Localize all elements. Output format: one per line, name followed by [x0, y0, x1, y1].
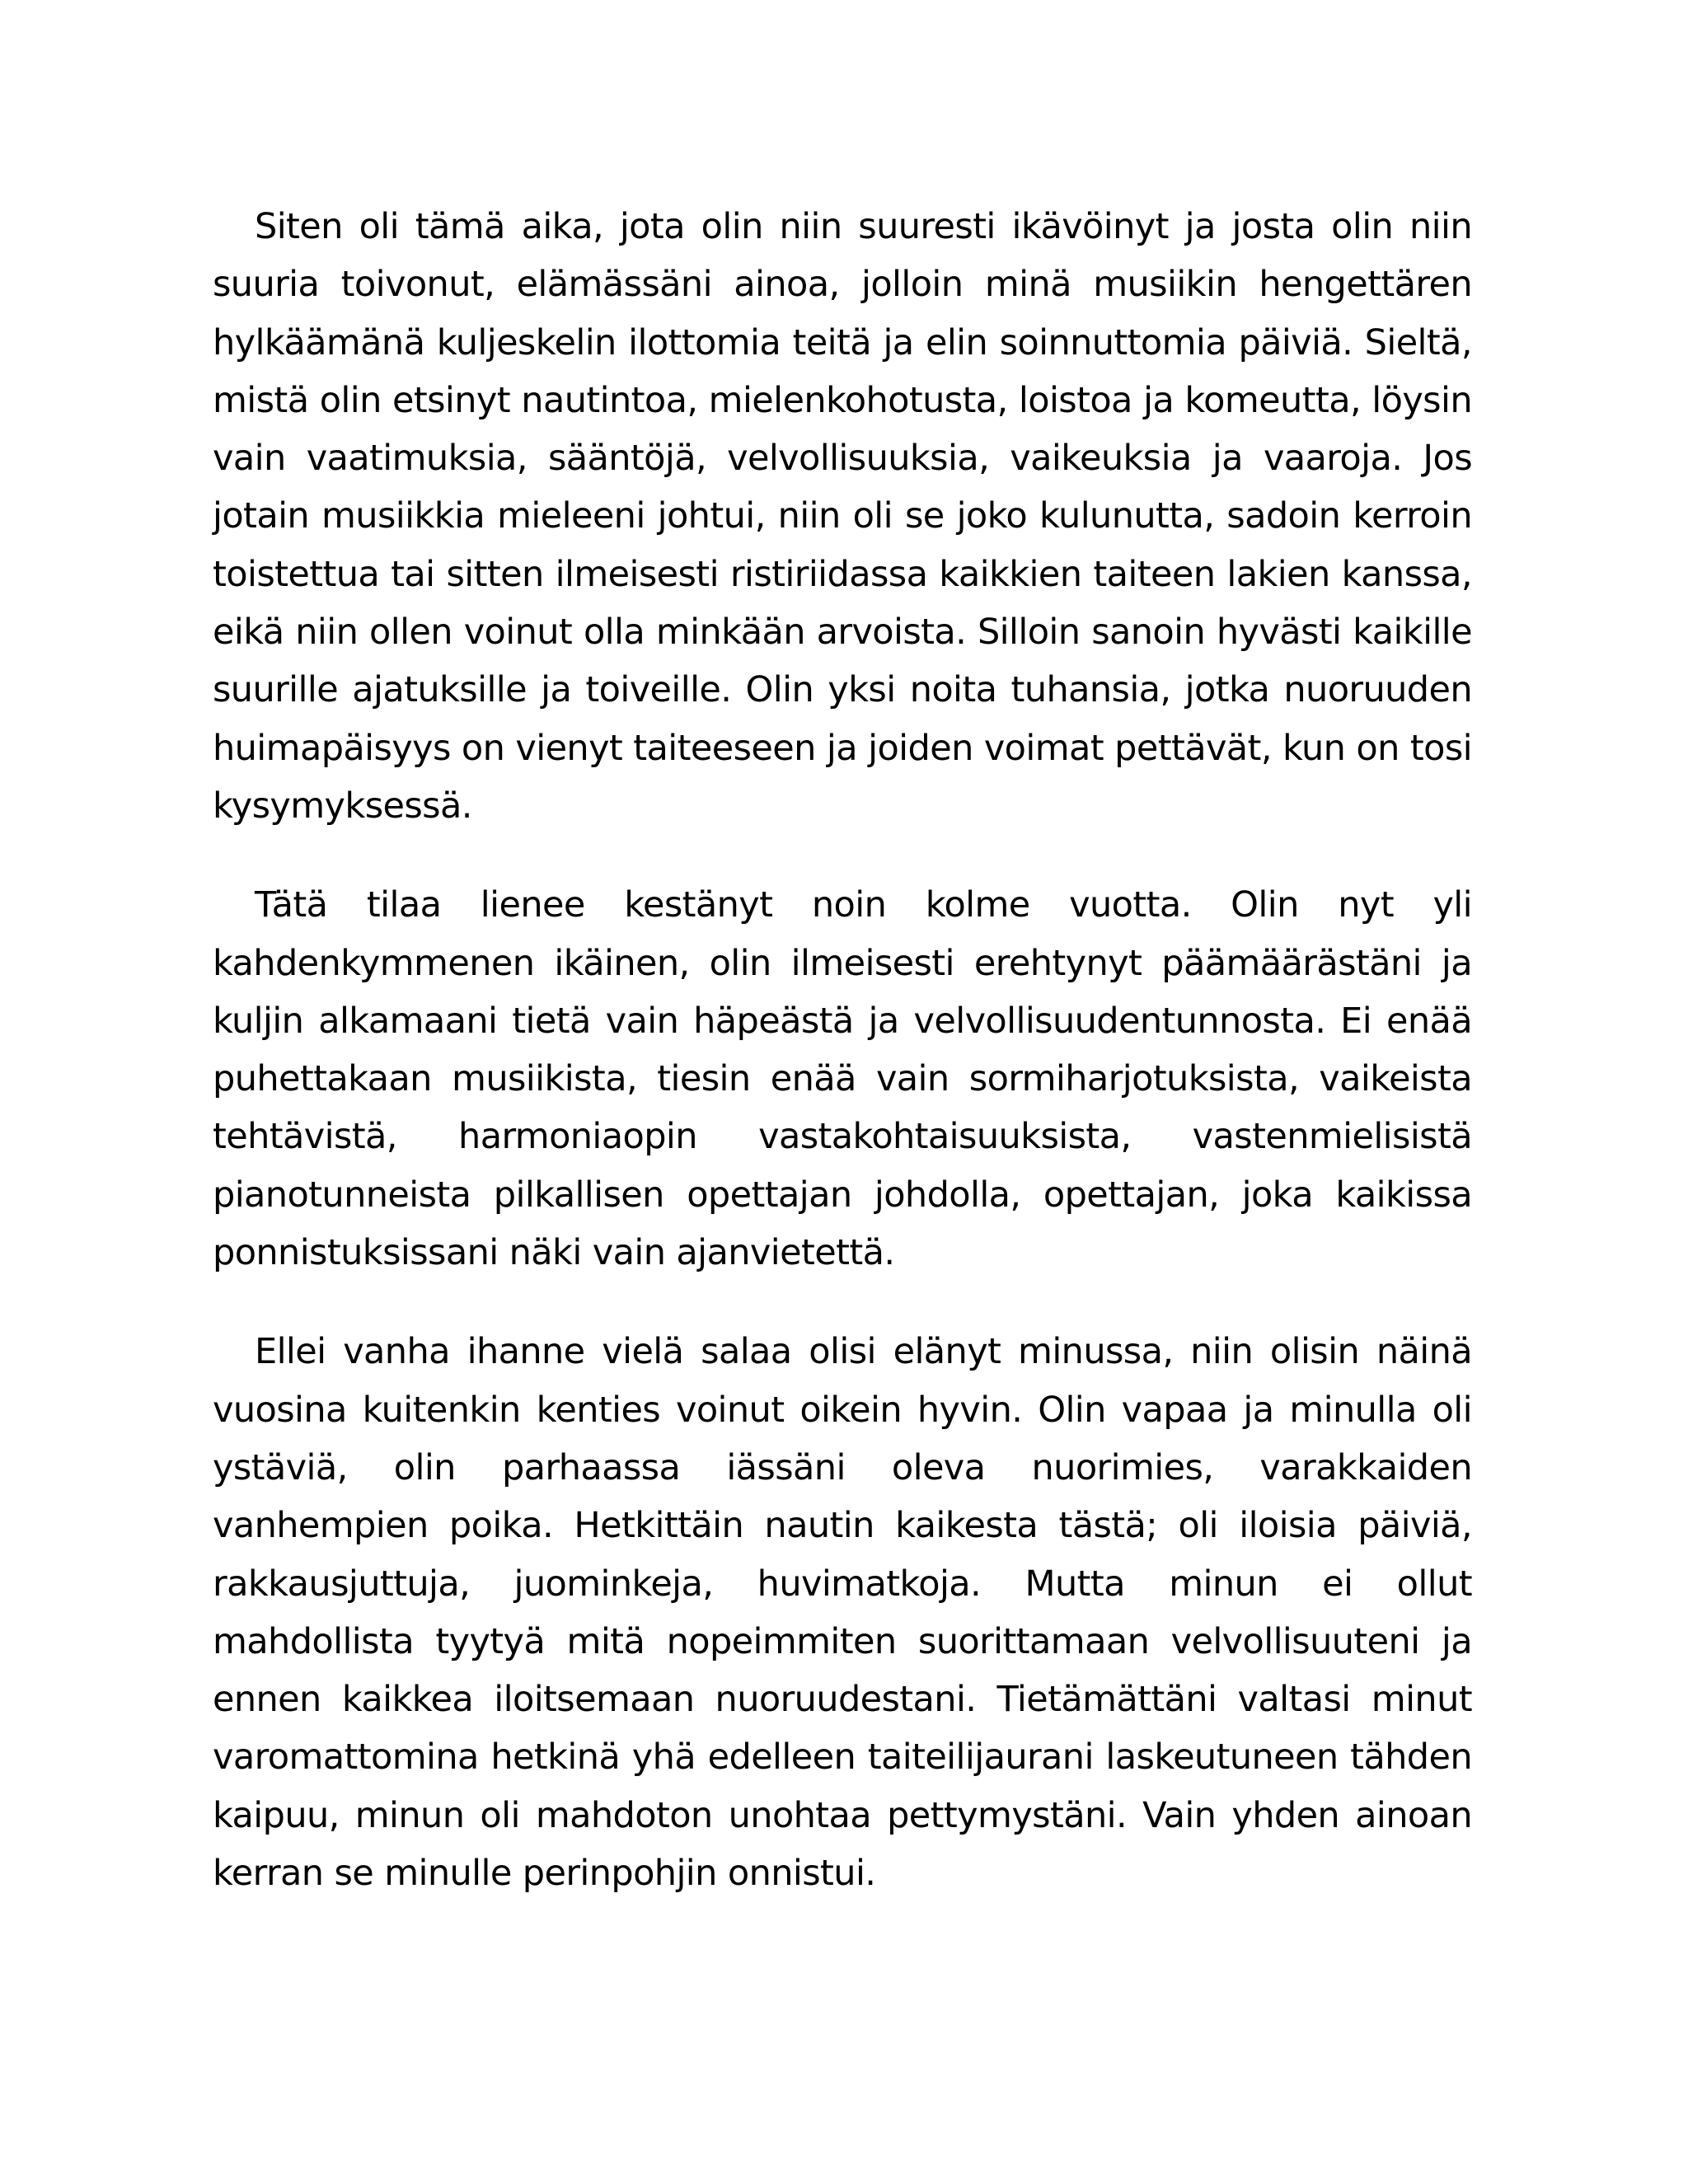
document-page [213, 198, 1472, 1902]
paragraph: Siten oli tämä aika, jota olin niin suuresti ikävöinyt ja josta olin niin suuria toivonut, elämässäni ainoa, jolloin minä musiikin hengettären hylkäämänä kuljeskelin ilottomia teitä ja elin soinnuttomia päiviä. Sieltä, mistä olin etsinyt nautintoa, mielenkohotusta, loistoa ja komeutta, löysin vain vaatimuksia, sääntöjä, velvollisuuksia, vaikeuksia ja vaaroja. Jos jotain musiikkia mieleeni johtui, niin oli se joko kulunutta, sadoin kerroin toistettua tai sitten ilmeisesti ristiriidassa kaikkien taiteen lakien kanssa, eikä niin ollen voinut olla minkään arvoista. Silloin sanoin hyvästi kaikille suurille ajatuksille ja toiveille. Olin yksi noita tuhansia, jotka nuoruuden huimapäisyys on vienyt taiteeseen ja joiden voimat pettävät, kun on tosi kysymyksessä. [213, 206, 1472, 827]
paragraph: Tätä tilaa lienee kestänyt noin kolme vuotta. Olin nyt yli kahdenkymmenen ikäinen, olin ilmeisesti erehtynyt päämäärästäni ja kuljin alkamaani tietä vain häpeästä ja velvollisuudentunnosta. Ei enää puhettakaan musiikista, tiesin enää vain sormiharjotuksista, vaikeista tehtävistä, harmoniaopin vastakohtaisuuksista, vastenmielisistä pianotunneista pilkallisen opettajan johdolla, opettajan, joka kaikissa ponnistuksissani näki vain ajanvietettä. [213, 884, 1472, 1274]
paragraph: Ellei vanha ihanne vielä salaa olisi elänyt minussa, niin olisin näinä vuosina kuitenkin kenties voinut oikein hyvin. Olin vapaa ja minulla oli ystäviä, olin parhaassa iässäni oleva nuorimies, varakkaiden vanhempien poika. Hetkittäin nautin kaikesta tästä; oli iloisia päiviä, rakkausjuttuja, juominkeja, huvimatkoja. Mutta minun ei ollut mahdollista tyytyä mitä nopeimmiten suorittamaan velvollisuuteni ja ennen kaikkea iloitsemaan nuoruudestani. Tietämättäni valtasi minut varomattomina hetkinä yhä edelleen taiteilijaurani laskeutuneen tähden kaipuu, minun oli mahdoton unohtaa pettymystäni. Vain yhden ainoan kerran se minulle perinpohjin onnistui. [213, 1331, 1472, 1895]
